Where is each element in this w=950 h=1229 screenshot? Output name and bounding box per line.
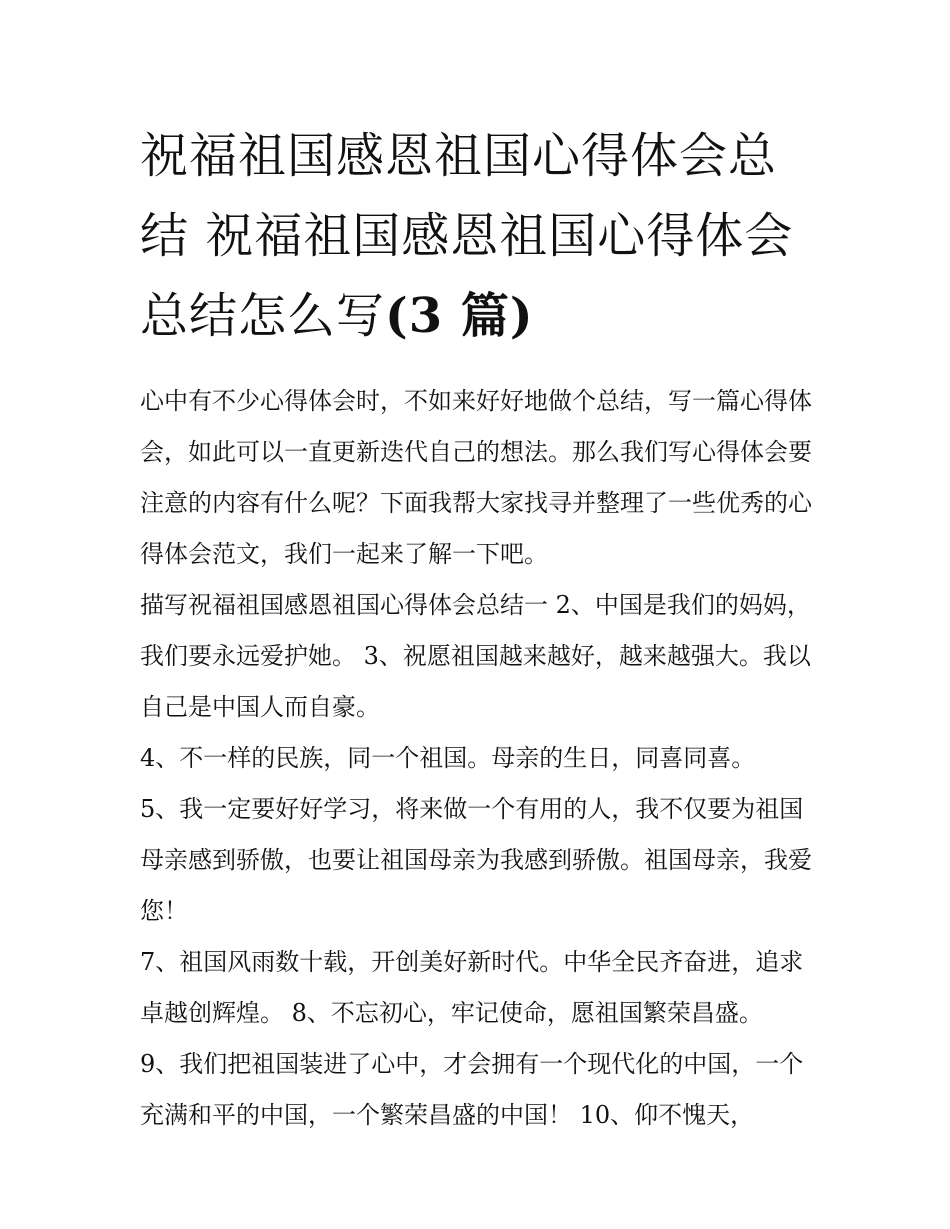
paragraph-item: 4、不一样的民族，同一个祖国。母亲的生日，同喜同喜。 [140,744,756,772]
document-page [140,116,815,1141]
paragraph-item: 描写祝福祖国感恩祖国心得体会总结一 2、中国是我们的妈妈，我们要永远爱护她。 3、祝愿祖国越来越好，越来越强大。我以自己是中国人而自豪。 [140,591,811,721]
paragraph-item: 5、我一定要好好学习，将来做一个有用的人，我不仅要为祖国母亲感到骄傲，也要让祖国母亲为我感到骄傲。祖国母亲，我爱您！ [140,795,812,925]
title-count: (3 篇) [385,288,534,344]
title-main: 祝福祖国感恩祖国心得体会总结 祝福祖国感恩祖国心得体会总结怎么写 [140,128,794,344]
paragraph-item: 7、祖国风雨数十载，开创美好新时代。中华全民齐奋进，追求卓越创辉煌。 8、不忘初心，牢记使命，愿祖国繁荣昌盛。 [140,948,804,1027]
document-title [140,116,815,356]
paragraph-intro: 心中有不少心得体会时，不如来好好地做个总结，写一篇心得体会，如此可以一直更新迭代自己的想法。那么我们写心得体会要注意的内容有什么呢？下面我帮大家找寻并整理了一些优秀的心得体会范文，我们一起来了解一下吧。 [140,387,812,568]
paragraph-item: 9、我们把祖国装进了心中，才会拥有一个现代化的中国，一个充满和平的中国，一个繁荣昌盛的中国！ 10、仰不愧天， [140,1050,804,1129]
